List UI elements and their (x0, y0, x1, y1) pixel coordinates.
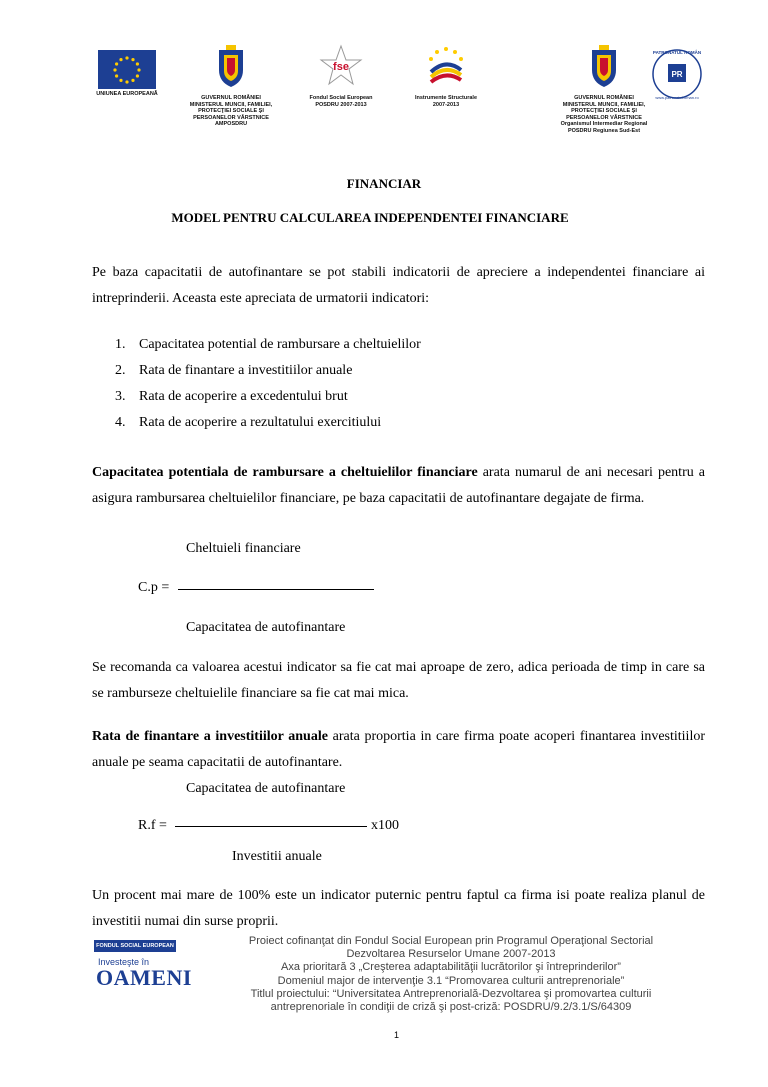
formula2-numerator: Capacitatea de autofinantare (186, 781, 346, 796)
list-item-text: Rata de finantare a investitiilor anuale (139, 363, 353, 378)
gov-caption-right: GUVERNUL ROMÂNIEI MINISTERUL MUNCII, FAMILIEI, PROTECŢIEI SOCIALE ŞI PERSOANELOR VÂRSTNICE Organismul Intermediar Regional POSDRU Regiunea Sud-Est (560, 95, 648, 134)
formula1-denominator: Capacitatea de autofinantare (186, 620, 346, 635)
list-item-number: 1. (115, 337, 126, 352)
gov-logo-left (188, 44, 274, 128)
fse-investeste-in-oameni-logo (94, 940, 192, 1006)
instrumente-structurale-caption: Instrumente Structurale 2007-2013 (414, 95, 478, 108)
gov-logo-right (558, 44, 650, 134)
section2-note: Un procent mai mare de 100% este un indicator puternic pentru faptul ca firma isi poate realiza planul de investitii numai din surse proprii. (92, 888, 705, 929)
pr-mark: PR (671, 70, 683, 79)
footer-line: Domeniul major de intervenţie 3.1 “Promovarea culturii antreprenoriale” (277, 974, 625, 987)
doc-title: FINANCIAR (346, 176, 422, 191)
list-item (115, 337, 421, 353)
instrumente-structurale-icon (423, 44, 469, 88)
footer-line: Proiect cofinanţat din Fondul Social European prin Programul Operaţional Sectorial (248, 935, 654, 947)
list-item-number: 4. (115, 415, 126, 430)
pr-name: PATRONATUL ROMÂN (652, 50, 702, 55)
patronatul-roman-logo (645, 44, 709, 109)
fse-star-icon (318, 44, 364, 88)
instrumente-structurale-logo (410, 44, 482, 108)
list-item-number: 2. (115, 363, 126, 378)
list-item (115, 363, 352, 379)
footer-line: Titlul proiectului: “Universitatea Antreprenorială-Dezvoltarea şi promovartea culturii (250, 987, 652, 1000)
list-item-text: Rata de acoperire a rezultatului exercitiului (139, 415, 382, 430)
formula1-fraction-bar (178, 589, 374, 590)
formula2-label: R.f = (138, 818, 167, 833)
coat-of-arms-icon-right (587, 44, 621, 88)
formula2-denominator: Investitii anuale (232, 849, 322, 864)
formula1-numerator: Cheltuieli financiare (186, 541, 301, 556)
list-item (115, 389, 348, 405)
footer-line: Axa prioritară 3 „Creşterea adaptabilităţii lucrătorilor şi întreprinderilor” (281, 961, 621, 974)
list-item-text: Capacitatea potential de rambursare a cheltuielilor (139, 337, 421, 352)
section1-note: Se recomanda ca valoarea acestui indicator sa fie cat mai aproape de zero, adica perioada de timp in care sa se ramburseze cheltuielile financiare sa fie cat mai mica. (92, 660, 705, 701)
formula2-multiplier: x100 (371, 818, 399, 833)
fse-caption: Fondul Social European POSDRU 2007-2013 (309, 95, 373, 108)
section1-heading: Capacitatea potentiala de rambursare a cheltuielilor financiare (92, 465, 478, 480)
eu-caption: UNIUNEA EUROPEANĂ (96, 91, 158, 97)
coat-of-arms-icon (214, 44, 248, 88)
doc-subtitle: MODEL PENTRU CALCULAREA INDEPENDENTEI FINANCIARE (171, 210, 569, 225)
oameni-text: OAMENI (96, 965, 192, 990)
section2-heading: Rata de finantare a investitiilor anuale (92, 729, 328, 744)
section2-text: arata proportia in care firma poate acoperi finantarea investitiilor anuale pe seama capacitatii de autofinantare. (92, 729, 705, 770)
pr-url: www.patronatulroman.ro (655, 95, 699, 100)
section1-paragraph (92, 460, 705, 512)
formula1-label: C.p = (138, 580, 170, 595)
patronatul-roman-badge-icon (645, 44, 709, 104)
list-item-text: Rata de acoperire a excedentului brut (139, 389, 348, 404)
eu-flag-icon (98, 50, 156, 89)
list-item-number: 3. (115, 389, 126, 404)
gov-caption-left: GUVERNUL ROMÂNIEI MINISTERUL MUNCII, FAMILIEI, PROTECŢIEI SOCIALE ŞI PERSOANELOR VÂRSTNICE AMPOSDRU (189, 95, 273, 127)
formula2-fraction-bar (175, 826, 367, 827)
section2-paragraph (92, 724, 705, 776)
list-item (115, 415, 381, 431)
footer-line: antreprenoriale în condiţii de criză şi post-criză: POSDRU/9.2/3.1/S/64309 (270, 1001, 632, 1014)
investeste-text: Investeşte în (98, 957, 150, 967)
section1-text: arata numarul de ani necesari pentru a asigura rambursarea cheltuielilor financiare, pe baza capacitatii de autofinantare degajate de firma. (92, 465, 705, 506)
fse-mark: fse (333, 61, 349, 73)
footer-project-info (226, 935, 676, 1014)
fse-logo (305, 44, 377, 108)
footer-line: Dezvoltarea Resurselor Umane 2007-2013 (346, 948, 556, 961)
page-number: 1 (394, 1030, 400, 1040)
fse-band: FONDUL SOCIAL EUROPEAN (94, 940, 176, 952)
eu-logo (92, 50, 162, 98)
intro-paragraph: Pe baza capacitatii de autofinantare se pot stabili indicatorii de apreciere a independentei financiare ai intreprinderii. Aceasta este apreciata de urmatorii indicatori: (92, 265, 705, 306)
